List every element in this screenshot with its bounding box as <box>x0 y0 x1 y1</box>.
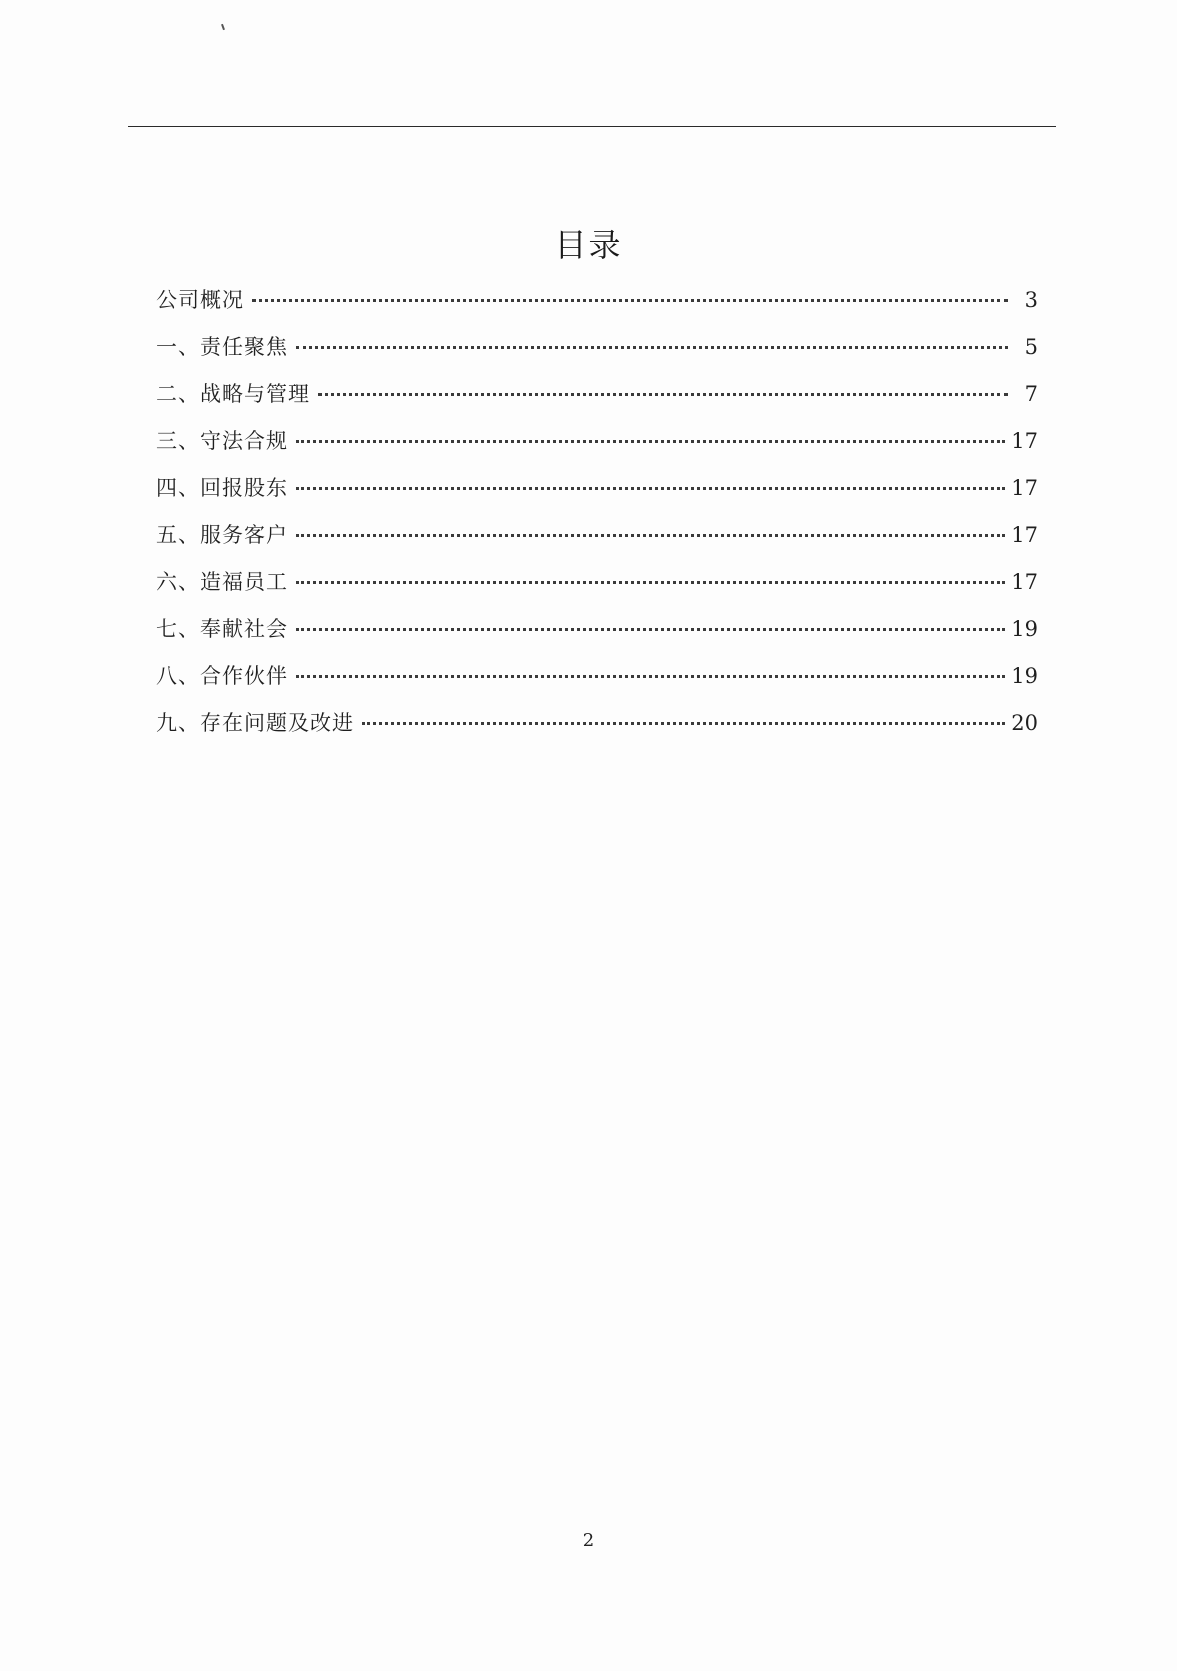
toc-entry-legal-compliance[interactable] <box>156 426 1038 473</box>
toc-entry-label: 九、存在问题及改进 <box>156 711 354 735</box>
toc-entry-page: 5 <box>1024 335 1038 359</box>
toc-dot-leader <box>296 628 1005 631</box>
toc-entry-label: 七、奉献社会 <box>156 617 288 641</box>
toc-entry-label: 六、造福员工 <box>156 570 288 594</box>
toc-entry-page: 19 <box>1011 664 1038 688</box>
toc-dot-leader <box>296 440 1005 443</box>
toc-dot-leader <box>296 487 1005 490</box>
toc-dot-leader <box>252 299 1008 302</box>
toc-title: 目录 <box>554 226 623 264</box>
toc-entry-page: 17 <box>1011 476 1038 500</box>
toc-dot-leader <box>296 346 1008 349</box>
toc-entry-page: 7 <box>1024 382 1038 406</box>
toc-dot-leader <box>362 722 1005 725</box>
toc-entry-employee-welfare[interactable] <box>156 567 1038 614</box>
toc-entry-customer-service[interactable] <box>156 520 1038 567</box>
toc-entry-company-overview[interactable] <box>156 285 1038 332</box>
toc-entry-issues-improvements[interactable] <box>156 708 1038 755</box>
toc-entry-label: 五、服务客户 <box>156 523 288 547</box>
toc-dot-leader <box>296 581 1005 584</box>
toc-entry-label: 公司概况 <box>156 288 244 312</box>
toc-entry-label: 一、责任聚焦 <box>156 335 288 359</box>
toc-entry-page: 17 <box>1011 429 1038 453</box>
toc-entry-page: 19 <box>1011 617 1038 641</box>
page-number: 2 <box>582 1530 595 1551</box>
header-rule <box>128 126 1056 127</box>
toc-entry-page: 20 <box>1011 711 1038 735</box>
table-of-contents <box>156 285 1038 755</box>
scan-artifact <box>221 24 225 30</box>
toc-dot-leader <box>296 534 1005 537</box>
toc-entry-responsibility-focus[interactable] <box>156 332 1038 379</box>
toc-entry-label: 八、合作伙伴 <box>156 664 288 688</box>
toc-entry-label: 四、回报股东 <box>156 476 288 500</box>
toc-dot-leader <box>318 393 1008 396</box>
toc-dot-leader <box>296 675 1005 678</box>
toc-entry-label: 二、战略与管理 <box>156 382 310 406</box>
toc-entry-partners[interactable] <box>156 661 1038 708</box>
toc-entry-page: 17 <box>1011 570 1038 594</box>
toc-entry-strategy-management[interactable] <box>156 379 1038 426</box>
toc-entry-social-contribution[interactable] <box>156 614 1038 661</box>
toc-entry-shareholder-returns[interactable] <box>156 473 1038 520</box>
toc-entry-page: 3 <box>1024 288 1038 312</box>
toc-entry-label: 三、守法合规 <box>156 429 288 453</box>
toc-entry-page: 17 <box>1011 523 1038 547</box>
